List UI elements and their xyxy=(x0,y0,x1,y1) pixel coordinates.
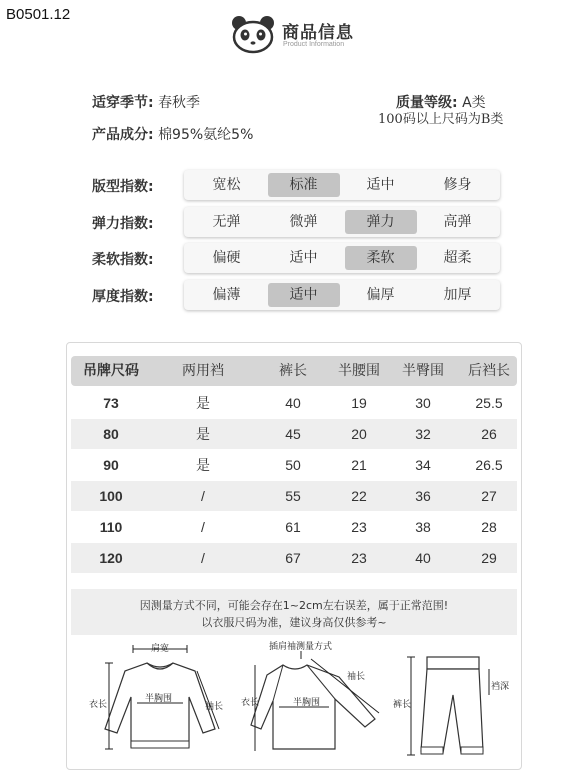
table-cell: 28 xyxy=(481,519,497,535)
table-cell: 36 xyxy=(415,488,431,504)
table-row xyxy=(71,543,517,573)
index-row xyxy=(92,280,502,310)
grade-label: 质量等级: xyxy=(396,95,458,111)
size-panel xyxy=(66,342,522,770)
index-option: 适中 xyxy=(289,250,318,266)
index-bar xyxy=(184,207,500,237)
shoulder-label: 肩宽 xyxy=(151,644,170,654)
note-line-1: 因测量方式不同，可能会存在1~2cm左右误差，属于正常范围! xyxy=(139,599,449,612)
table-cell: 22 xyxy=(351,488,367,504)
table-row xyxy=(71,388,517,418)
table-cell: 20 xyxy=(351,426,367,442)
index-label: 弹力指数: xyxy=(92,216,154,232)
table-cell: 40 xyxy=(415,550,431,566)
table-cell: 30 xyxy=(415,395,431,411)
section-header xyxy=(230,14,370,56)
table-cell: 50 xyxy=(285,457,301,473)
table-cell: / xyxy=(201,550,205,566)
shirt-chest-label: 半胸围 xyxy=(145,694,173,704)
index-option: 偏硬 xyxy=(212,250,241,266)
raglan-sleeve-label: 袖长 xyxy=(347,672,366,682)
table-row xyxy=(71,512,517,542)
index-option-selected: 柔软 xyxy=(345,246,417,270)
table-cell: 是 xyxy=(196,426,210,442)
season-value: 春秋季 xyxy=(158,95,201,111)
column-header: 裤长 xyxy=(279,363,307,379)
table-cell: 40 xyxy=(285,395,301,411)
header-title: 商品信息 xyxy=(282,23,354,43)
grade-note: 100码以上尺码为B类 xyxy=(378,112,504,127)
table-cell: 45 xyxy=(285,426,301,442)
index-option: 宽松 xyxy=(212,177,241,193)
index-option-selected: 标准 xyxy=(268,173,340,197)
table-header xyxy=(71,356,517,386)
table-cell: 是 xyxy=(196,395,210,411)
table-cell: 26 xyxy=(481,426,497,442)
table-cell: / xyxy=(201,488,205,504)
table-row xyxy=(71,419,517,449)
index-bar xyxy=(184,170,500,200)
index-option: 加厚 xyxy=(443,287,472,303)
table-cell: 34 xyxy=(415,457,431,473)
table-cell: 90 xyxy=(103,457,119,473)
table-cell: 67 xyxy=(285,550,301,566)
crotch-depth-label: 裆深 xyxy=(491,682,510,692)
fabric-label: 产品成分: xyxy=(92,127,154,143)
table-cell: 55 xyxy=(285,488,301,504)
header-subtitle: Product Information xyxy=(283,41,345,48)
column-header: 半臀围 xyxy=(402,363,444,379)
raglan-length-label: 衣长 xyxy=(241,698,260,708)
column-header: 吊牌尺码 xyxy=(83,363,139,379)
index-option: 适中 xyxy=(366,177,395,193)
index-option: 无弹 xyxy=(212,214,241,230)
table-cell: 23 xyxy=(351,550,367,566)
index-bar xyxy=(184,280,500,310)
fabric-info xyxy=(92,124,253,144)
index-label: 柔软指数: xyxy=(92,252,154,268)
table-cell: 19 xyxy=(351,395,367,411)
measurement-diagrams xyxy=(67,639,523,769)
table-row xyxy=(71,450,517,480)
table-cell: 32 xyxy=(415,426,431,442)
index-option: 高弹 xyxy=(443,214,472,230)
raglan-method-label: 插肩袖测量方式 xyxy=(269,642,333,652)
pants-length-label: 裤长 xyxy=(393,700,412,710)
table-cell: 73 xyxy=(103,395,119,411)
table-cell: 61 xyxy=(285,519,301,535)
grade-value: A类 xyxy=(462,95,486,111)
product-code: B0501.12 xyxy=(6,6,71,23)
column-header: 两用裆 xyxy=(182,363,224,379)
column-header: 半腰围 xyxy=(338,363,380,379)
table-row xyxy=(71,481,517,511)
measurement-note xyxy=(71,589,517,635)
table-cell: 27 xyxy=(481,488,497,504)
index-bar xyxy=(184,243,500,273)
table-cell: 100 xyxy=(99,488,123,504)
index-option: 微弹 xyxy=(289,214,318,230)
shirt-length-label: 衣长 xyxy=(89,700,108,710)
table-cell: 38 xyxy=(415,519,431,535)
table-cell: 80 xyxy=(103,426,119,442)
note-line-2: 以衣服尺码为准，建议身高仅供参考~ xyxy=(201,616,387,629)
column-header: 后裆长 xyxy=(468,363,510,379)
season-label: 适穿季节: xyxy=(92,95,154,111)
index-label: 厚度指数: xyxy=(92,289,154,305)
index-row xyxy=(92,207,502,237)
pants-diagram xyxy=(397,643,510,763)
table-cell: 21 xyxy=(351,457,367,473)
table-cell: / xyxy=(201,519,205,535)
index-option-selected: 弹力 xyxy=(345,210,417,234)
index-label: 版型指数: xyxy=(92,179,154,195)
table-cell: 120 xyxy=(99,550,123,566)
table-cell: 26.5 xyxy=(475,457,503,473)
index-option-selected: 适中 xyxy=(268,283,340,307)
raglan-chest-label: 半胸围 xyxy=(293,698,321,708)
index-option: 偏薄 xyxy=(212,287,241,303)
table-cell: 29 xyxy=(481,550,497,566)
index-row xyxy=(92,170,502,200)
index-option: 超柔 xyxy=(443,250,472,266)
table-cell: 是 xyxy=(196,457,210,473)
table-cell: 110 xyxy=(99,519,123,535)
fabric-value: 棉95%氨纶5% xyxy=(158,127,254,143)
table-cell: 23 xyxy=(351,519,367,535)
season-info xyxy=(92,92,200,112)
index-row xyxy=(92,243,502,273)
index-option: 偏厚 xyxy=(366,287,395,303)
index-option: 修身 xyxy=(443,177,472,193)
table-cell: 25.5 xyxy=(475,395,503,411)
panda-icon xyxy=(230,14,276,54)
shirt-sleeve-label: 袖长 xyxy=(205,702,224,712)
